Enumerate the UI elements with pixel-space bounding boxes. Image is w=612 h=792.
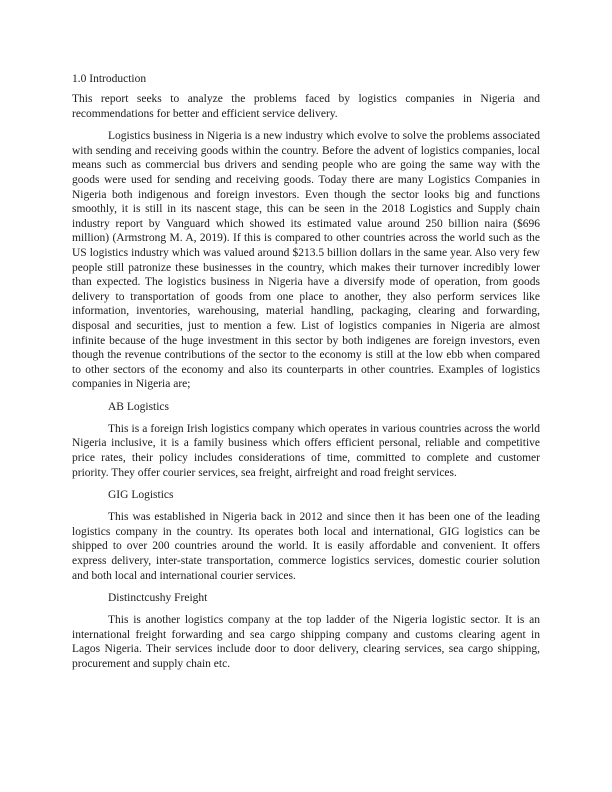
company-description: This is a foreign Irish logistics company which operates in various countries across the world Nigeria inclusive, it is a family business which offers efficient personal, reliable and competitive price rates, their policy includes considerations of time, committed to complete and customer priority. They offer courier services, sea freight, airfreight and road freight services. — [72, 422, 540, 479]
company-name: AB Logistics — [108, 400, 170, 413]
company-name: GIG Logistics — [108, 489, 174, 502]
company-name: Distinctcushy Freight — [108, 592, 208, 605]
intro-paragraph: This report seeks to analyze the problems faced by logistics companies in Nigeria and recommendations for better and efficient service delivery. — [72, 93, 540, 120]
section-heading: 1.0 Introduction — [72, 73, 147, 85]
company-description: This was established in Nigeria back in 2012 and since then it has been one of the leading logistics company in the country. Its operates both local and international, GIG logistics can be shipped to over 200 countries around the world. It is easily affordable and convenient. It offers express delivery, inter-state transportation, commerce logistics services, domestic courier solution and both local and international courier services. — [72, 511, 540, 582]
company-description: This is another logistics company at the top ladder of the Nigeria logistic sector. It is an international freight forwarding and sea cargo shipping company and customs clearing agent in Lagos Nigeria. Their services include door to door delivery, clearing services, sea cargo shipping, procurement and supply chain etc. — [72, 614, 540, 670]
body-paragraph: Logistics business in Nigeria is a new industry which evolve to solve the problems associated with sending and receiving goods within the country. Before the advent of logistics companies, local means such as commercial bus drivers and sending people who are going the same way with the goods were used for sending and receiving goods. Today there are many Logistics Companies in Nigeria both indigenous and foreign investors. Even though the sector looks big and functions smoothly, it is still in its nascent stage, this can be seen in the 2018 Logistics and Supply chain industry report by Vanguard which showed its estimated value around 250 billion naira ($696 million) (Armstrong M. A, 2019). If this is compared to other countries across the world such as the US logistics industry which was valued around $213.5 billion dollars in the same year. Also very few people still patronize these businesses in the country, which makes their turnover incredibly lower than expected. The logistics business in Nigeria have a diversify mode of operation, from goods delivery to transportation of goods from one place to another, they also perform services like information, inventories, warehousing, material handling, packaging, clearing and forwarding, disposal and securities, just to mention a few. List of logistics companies in Nigeria are almost infinite because of the huge investment in this sector by both indigenes are foreign investors, even though the revenue contributions of the sector to the economy is still at the low ebb when compared to other sectors of the economy and also its counterparts in other countries. Examples of logistics companies in Nigeria are; — [72, 130, 540, 391]
